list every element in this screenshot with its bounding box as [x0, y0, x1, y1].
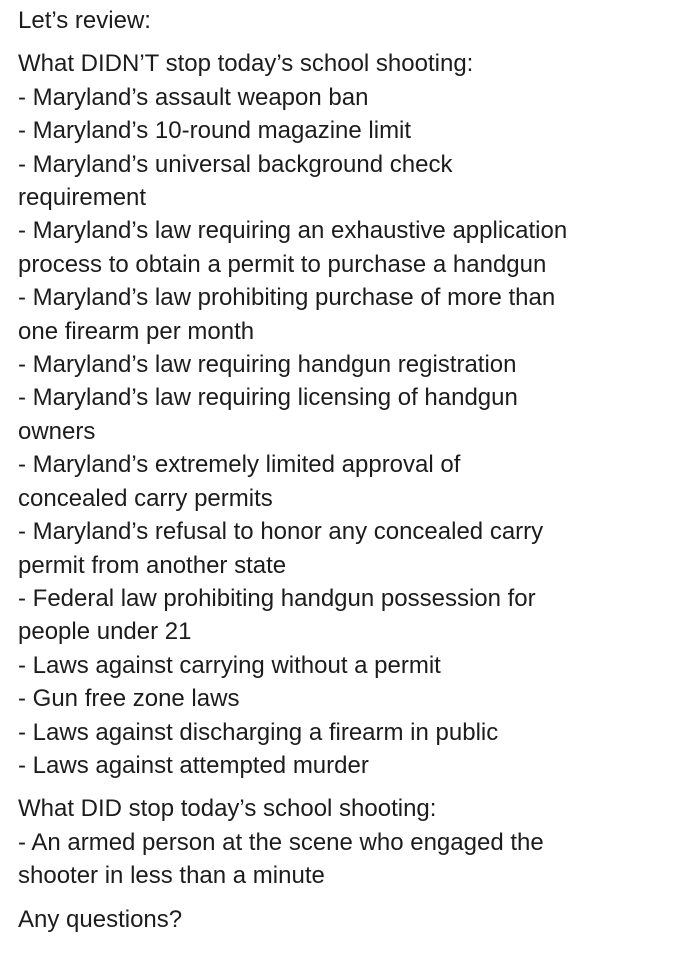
intro-text: Let’s review: — [18, 7, 151, 34]
list-item-text: - Maryland’s law requiring an exhaustive application — [18, 217, 568, 245]
list-item — [18, 281, 666, 348]
list-item-text: - Maryland’s refusal to honor any concealed carry — [18, 518, 544, 546]
closing-text: Any questions? — [18, 905, 183, 933]
did-stop-section — [18, 792, 666, 892]
list-item-text-continued: requirement — [18, 184, 147, 212]
list-item — [18, 448, 666, 515]
list-item-text-continued: concealed carry permits — [18, 484, 273, 512]
did-stop-heading: What DID stop today’s school shooting: — [18, 795, 437, 823]
list-item-text: - Maryland’s extremely limited approval of — [18, 451, 461, 479]
list-item — [18, 649, 666, 682]
list-item — [18, 826, 666, 893]
list-item-text: - Maryland’s law requiring licensing of handgun — [18, 384, 518, 412]
didnt-stop-heading: What DIDN’T stop today’s school shooting: — [18, 50, 474, 78]
list-item-text-continued: shooter in less than a minute — [18, 862, 325, 890]
list-item-text: - Laws against carrying without a permit — [18, 651, 441, 679]
list-item-text: - Gun free zone laws — [18, 685, 240, 713]
list-item-text: - Laws against discharging a firearm in public — [18, 718, 499, 746]
did-stop-list — [18, 826, 666, 893]
list-item — [18, 114, 666, 147]
list-item — [18, 749, 666, 782]
list-item-text-continued: owners — [18, 417, 96, 445]
didnt-stop-list — [18, 81, 666, 783]
list-item-text: - Maryland’s assault weapon ban — [18, 83, 369, 111]
list-item — [18, 716, 666, 749]
list-item-text: - Maryland’s law requiring handgun registration — [18, 351, 517, 379]
list-item — [18, 148, 666, 215]
list-item-text: - Federal law prohibiting handgun possession for — [18, 584, 536, 612]
list-item — [18, 682, 666, 715]
didnt-stop-section — [18, 47, 666, 782]
list-item-text-continued: people under 21 — [18, 618, 192, 646]
closing-question — [18, 903, 666, 936]
list-item-text-continued: one firearm per month — [18, 317, 255, 345]
list-item-text: - Maryland’s universal background check — [18, 150, 453, 178]
list-item-text-continued: permit from another state — [18, 551, 287, 579]
list-item — [18, 348, 666, 381]
list-item-text: - Laws against attempted murder — [18, 751, 369, 779]
list-item — [18, 81, 666, 114]
list-item — [18, 582, 666, 649]
list-item-text: - An armed person at the scene who engaged the — [18, 828, 544, 856]
list-item — [18, 515, 666, 582]
list-item — [18, 381, 666, 448]
list-item-text: - Maryland’s law prohibiting purchase of more than — [18, 284, 556, 312]
list-item-text: - Maryland’s 10-round magazine limit — [18, 117, 412, 145]
list-item — [18, 214, 666, 281]
list-item-text-continued: process to obtain a permit to purchase a handgun — [18, 250, 547, 278]
intro-line — [18, 4, 666, 37]
